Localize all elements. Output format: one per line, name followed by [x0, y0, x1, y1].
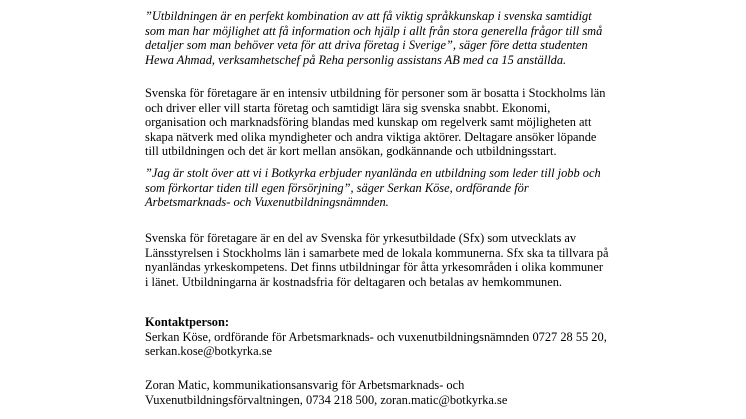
contact-heading: Kontaktperson: [145, 315, 229, 329]
text-line: Hewa Ahmad, verksamhetschef på Reha personlig assistans AB med ca 15 anställda. [145, 52, 567, 67]
text-line: Länsstyrelsen i Stockholms län i samarbete med de lokala kommunerna. Sfx ska ta tillvara på [145, 245, 609, 260]
text-line: Zoran Matic, kommunikationsansvarig för Arbetsmarknads- och [145, 378, 465, 392]
text-line: Svenska för företagare är en intensiv utbildning för personer som är bosatta i Stockholms län [145, 86, 606, 100]
text-line: organisation och marknadsföring blandas med kunskap om regelverk samt möjligheten att [145, 115, 592, 130]
contact-email[interactable]: serkan.kose@botkyrka.se [145, 344, 273, 359]
contact-section [145, 315, 607, 359]
text-line: och driver eller vill starta företag och samtidigt lära sig svenska snabbt. Ekonomi, [145, 100, 551, 115]
paragraph-sfx-description [145, 231, 609, 289]
quote-hewa-ahmad [145, 9, 602, 67]
quote-serkan-kose [145, 166, 601, 210]
text-line: ”Utbildningen är en perfekt kombination av att få viktig språkkunskap i svenska samtidigt [145, 9, 592, 23]
text-line: nyanländas yrkeskompetens. Det finns utbildningar för åtta yrkesområden i olika kommuner [145, 260, 603, 275]
text-line: som förkortar tiden till egen försörjning”, säger Serkan Köse, ordförande för [145, 180, 529, 195]
text-line: detaljer som man behöver veta för att driva företag i Sverige”, säger före detta studenten [145, 38, 588, 53]
text-line: i länet. Utbildningarna är kostnadsfria för deltagaren och betalas av hemkommunen. [145, 274, 563, 289]
contact-serkan-kose: Serkan Köse, ordförande för Arbetsmarknads- och vuxenutbildningsnämnden 0727 28 55 20, [145, 329, 607, 344]
text-line: till utbildningen och det är kort mellan ansökan, godkännande och utbildningsstart. [145, 144, 557, 159]
text-line: Arbetsmarknads- och Vuxenutbildningsnämnden. [145, 195, 389, 210]
text-line: som man har möjlighet att få information och hjälp i allt från stora generella frågor till små [145, 23, 603, 38]
paragraph-program-description [145, 86, 605, 159]
text-line: Vuxenutbildningsförvaltningen, 0734 218 500, zoran.matic@botkyrka.se [145, 392, 508, 407]
text-line: ”Jag är stolt över att vi i Botkyrka erbjuder nyanlända en utbildning som leder till jobb och [145, 166, 601, 180]
text-line: skapa nätverk med olika myndigheter och andra viktiga aktörer. Deltagare ansöker löpande [145, 129, 597, 144]
contact-zoran-matic [145, 378, 507, 407]
text-line: Svenska för företagare är en del av Svenska för yrkesutbildade (Sfx) som utvecklats av [145, 231, 577, 245]
